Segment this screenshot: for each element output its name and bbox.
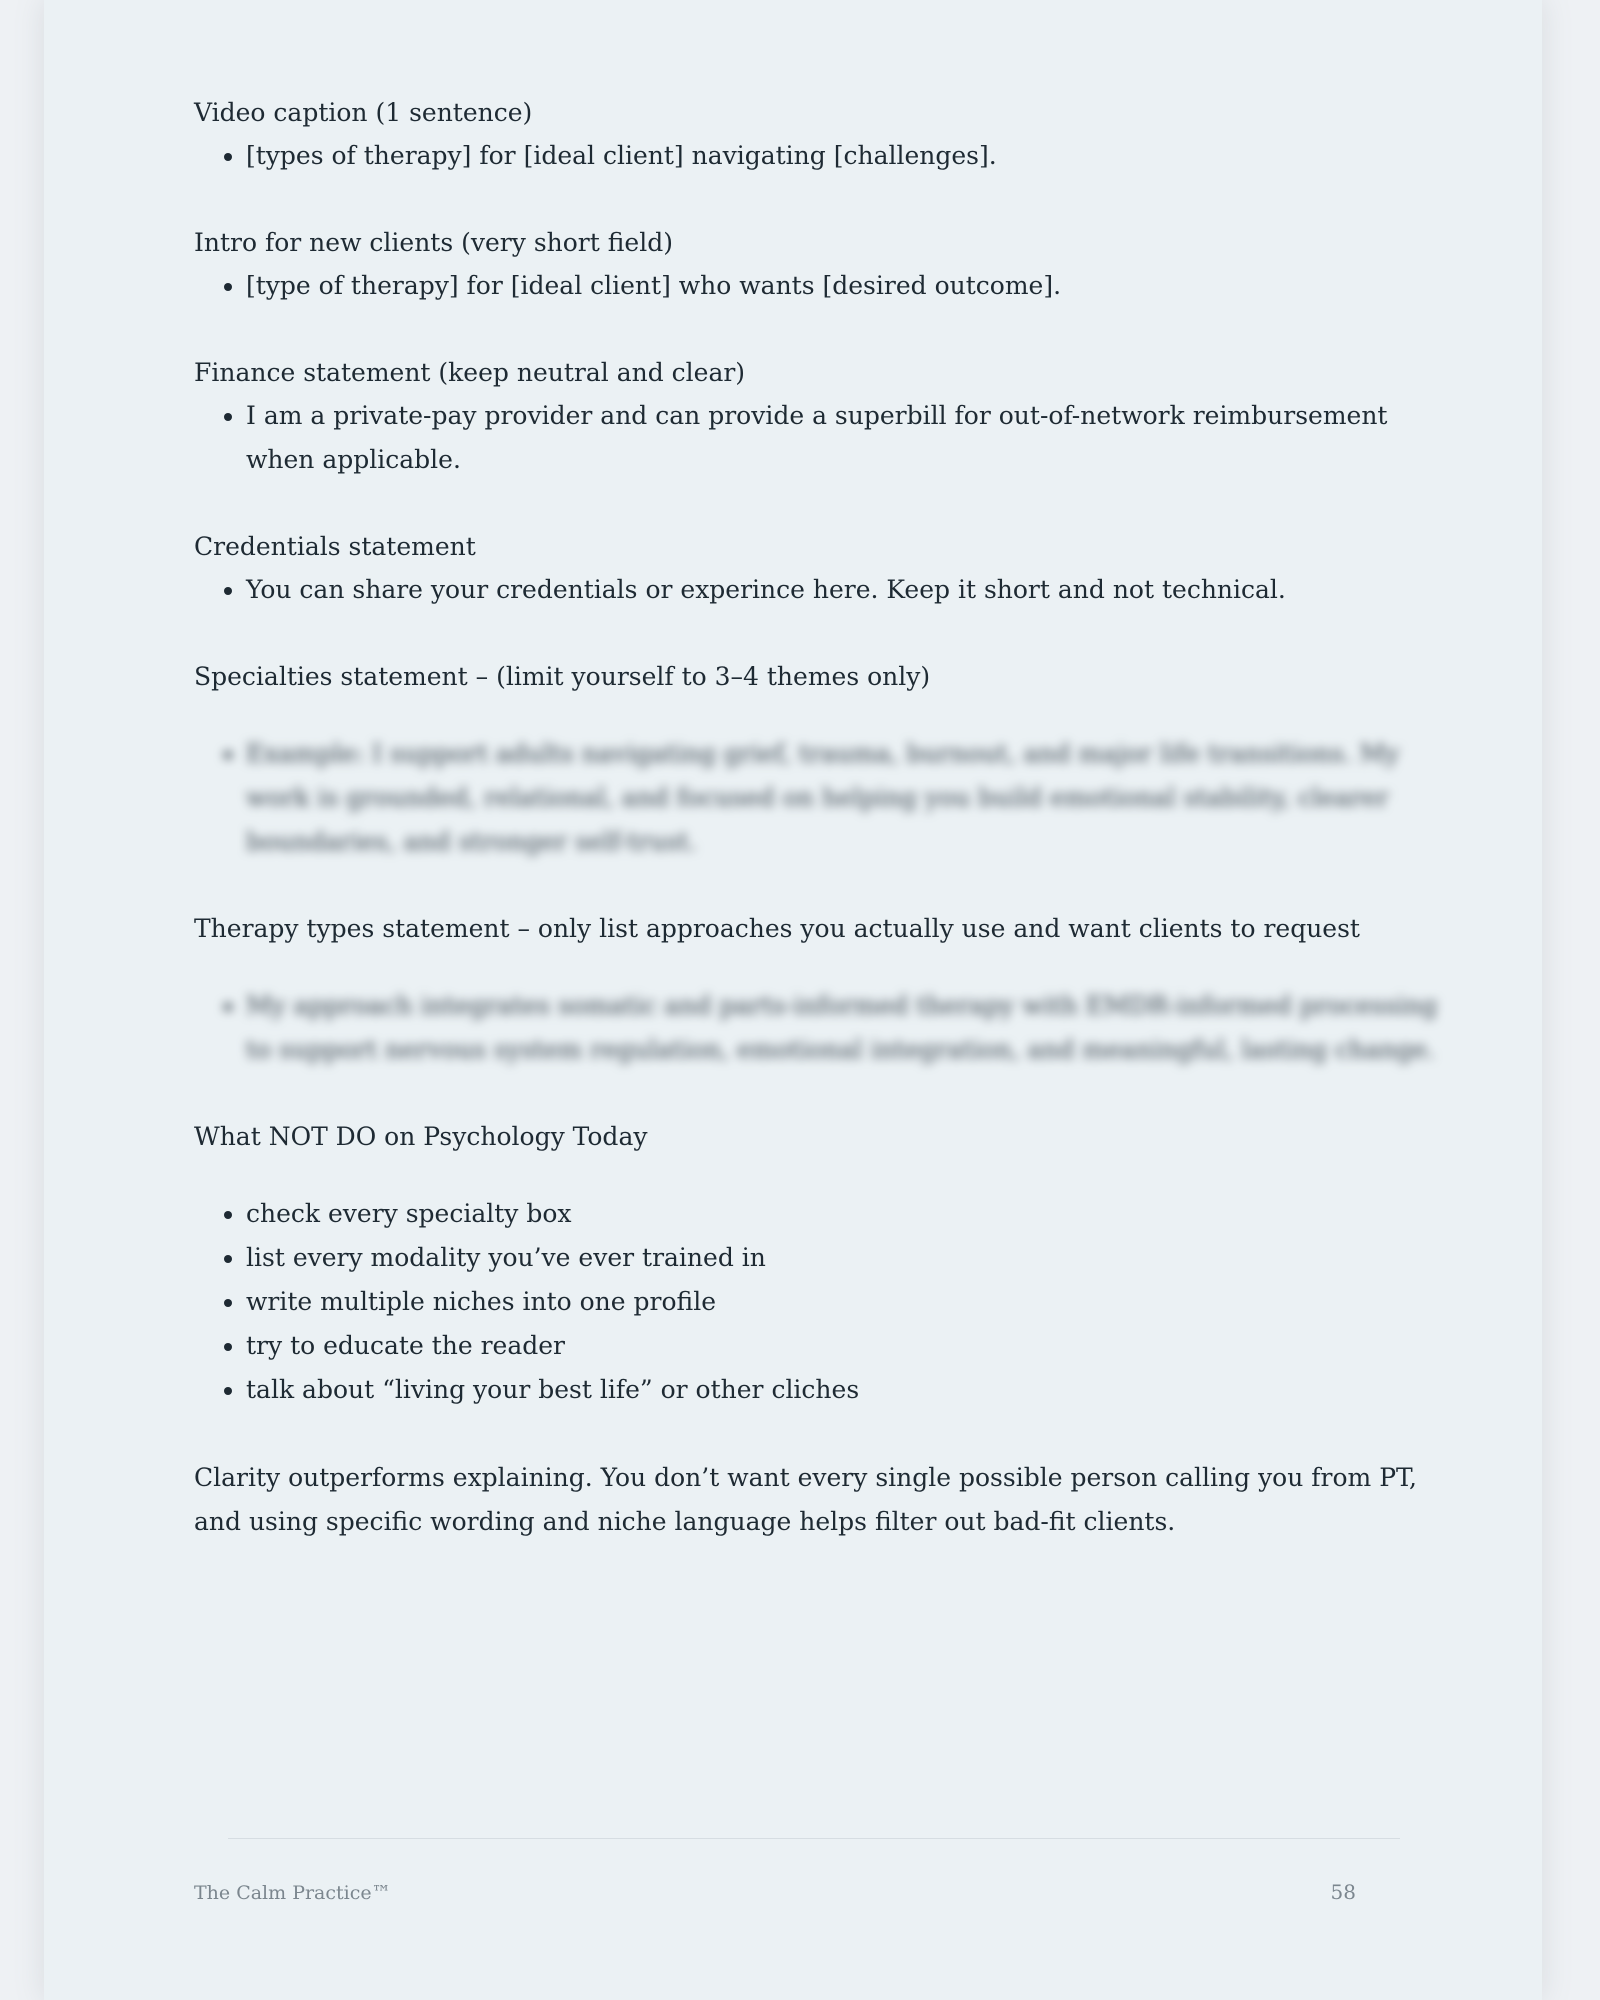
list-item: • My approach integrates somatic and parts-informed therapy with EMDR-informed processing to support nervous system regulation, emotional integration, and meaningful, lasting change. <box>246 984 1454 1072</box>
page-number: 58 <box>1330 1880 1356 1904</box>
section-heading: Finance statement (keep neutral and clear) <box>194 358 746 387</box>
bullet-list <box>194 732 1454 864</box>
section-therapy-types <box>194 908 1454 1072</box>
list-item: • write multiple niches into one profile <box>246 1280 1454 1324</box>
section-heading: Therapy types statement – only list approaches you actually use and want clients to request <box>194 914 1360 943</box>
section-video-caption <box>194 92 1454 178</box>
list-item: • check every specialty box <box>246 1192 1454 1236</box>
section-what-not-to-do <box>194 1116 1454 1412</box>
section-specialties <box>194 656 1454 864</box>
bullet-list <box>194 984 1454 1072</box>
closing-paragraph: Clarity outperforms explaining. You don’t want every single possible person calling you from PT, and using specific wording and niche language helps filter out bad-fit clients. <box>194 1463 1417 1536</box>
footer-divider <box>228 1838 1400 1839</box>
list-item: • try to educate the reader <box>246 1324 1454 1368</box>
list-item: • talk about “living your best life” or other cliches <box>246 1368 1454 1412</box>
page-content <box>194 92 1454 1544</box>
list-item: • [type of therapy] for [ideal client] who wants [desired outcome]. <box>246 264 1454 308</box>
section-credentials <box>194 526 1454 612</box>
section-intro <box>194 222 1454 308</box>
list-item: • list every modality you’ve ever trained in <box>246 1236 1454 1280</box>
list-item: • I am a private-pay provider and can provide a superbill for out-of-network reimbursement when applicable. <box>246 394 1454 482</box>
list-item: • Example: I support adults navigating grief, trauma, burnout, and major life transitions. My work is grounded, relational, and focused on helping you build emotional stability, clearer boundaries, and stronger self-trust. <box>246 732 1454 864</box>
section-heading: What NOT DO on Psychology Today <box>194 1122 648 1151</box>
bullet-list <box>194 134 1454 178</box>
footer-brand: The Calm Practice™ <box>194 1882 391 1904</box>
list-item: • [types of therapy] for [ideal client] navigating [challenges]. <box>246 134 1454 178</box>
section-heading: Specialties statement – (limit yourself to 3–4 themes only) <box>194 662 931 691</box>
list-item: • You can share your credentials or experince here. Keep it short and not technical. <box>246 568 1454 612</box>
bullet-list <box>194 1192 1454 1412</box>
document-page <box>44 0 1542 2000</box>
section-heading: Credentials statement <box>194 532 476 561</box>
section-heading: Intro for new clients (very short field) <box>194 228 673 257</box>
section-finance <box>194 352 1454 482</box>
bullet-list <box>194 264 1454 308</box>
section-heading: Video caption (1 sentence) <box>194 98 533 127</box>
bullet-list <box>194 568 1454 612</box>
bullet-list <box>194 394 1454 482</box>
